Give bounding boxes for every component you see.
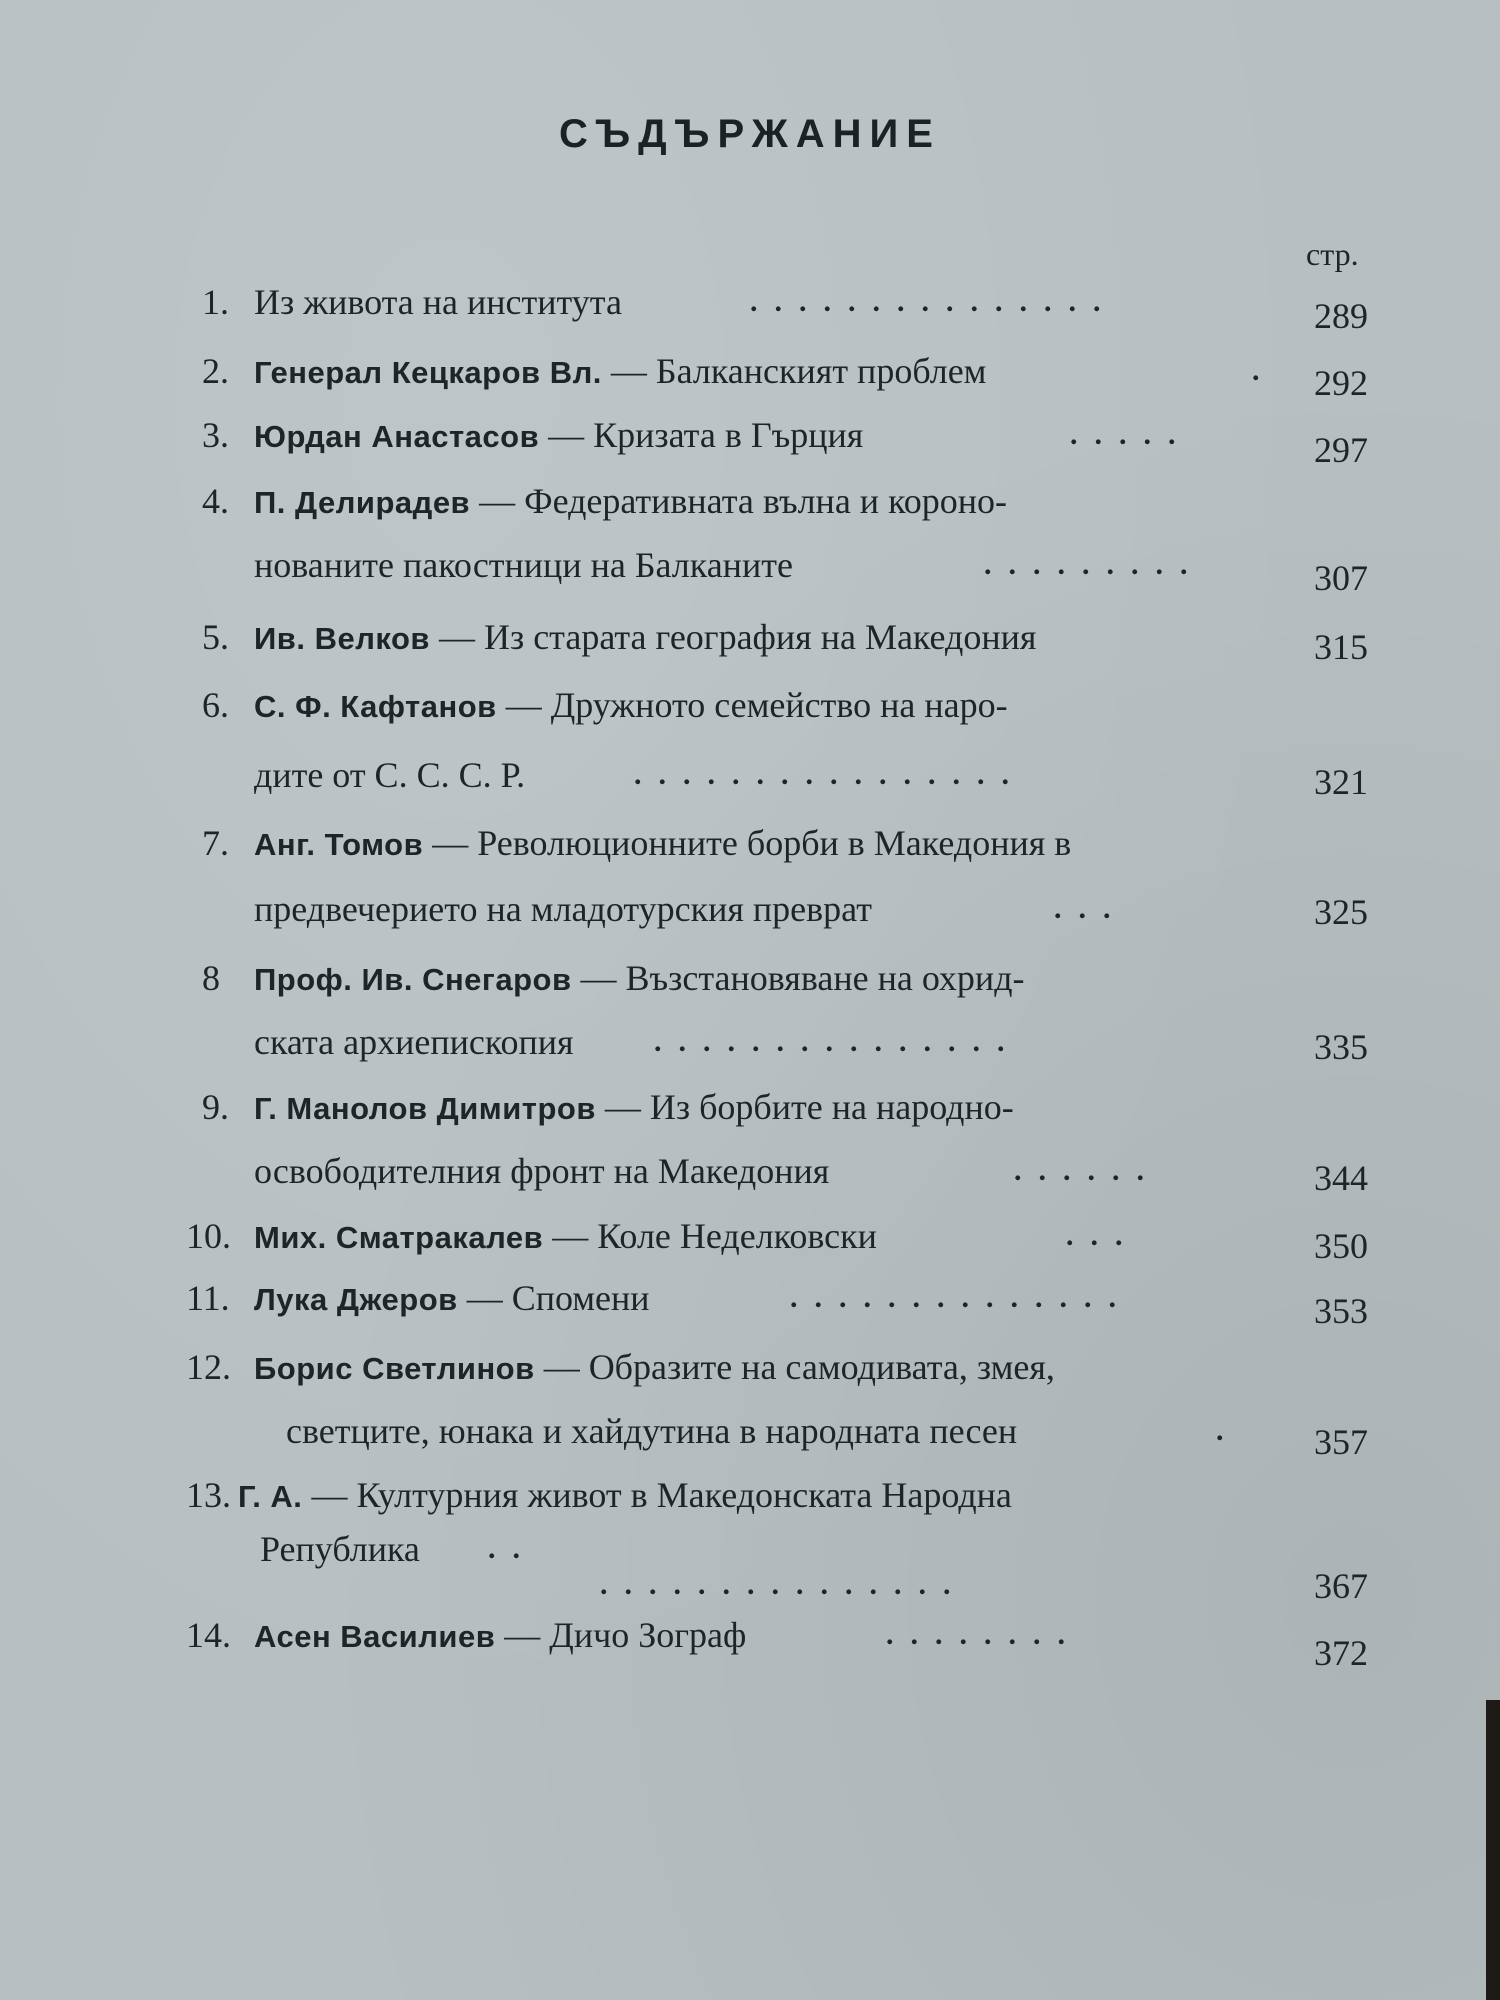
entry-title: Из старата география на Македония (483, 617, 1037, 657)
entry-line (254, 1610, 746, 1662)
entry-title: Из живота на института (254, 282, 622, 322)
entry-line (254, 1273, 650, 1325)
entry-title-cont: освободителния фронт на Македония (254, 1151, 830, 1191)
leader-dots: ............... (654, 1025, 1022, 1058)
entry-page-3: 297 (1314, 430, 1368, 470)
entry-title-cont: Република (260, 1529, 420, 1569)
entry-page-2: 292 (1314, 363, 1368, 403)
entry-line (254, 1211, 877, 1263)
entry-title: Дружното семейство на наро- (550, 685, 1008, 725)
entry-title: Културния живот в Македонската Народна (356, 1475, 1012, 1515)
entry-dash: — (302, 1475, 357, 1515)
entry-number: 2. (202, 351, 229, 391)
entry-number: 6. (202, 685, 229, 725)
book-spine-edge (1486, 1700, 1500, 2000)
entry-author: Мих. Сматракалев (254, 1220, 544, 1255)
entry-title: Дичо Зограф (549, 1615, 747, 1655)
entry-dash: — (495, 1615, 550, 1655)
entry-page-1: 289 (1314, 296, 1368, 336)
page-column-label: стр. (1306, 236, 1359, 272)
leader-dots: ... (1066, 1219, 1140, 1252)
entry-line (254, 1342, 1055, 1394)
entry-page-14: 372 (1314, 1633, 1368, 1673)
leader-dots: ... (1054, 892, 1128, 925)
entry-title: Из борбите на народно- (649, 1087, 1014, 1127)
entry-author: Г. А. (238, 1479, 303, 1514)
entry-number: 3. (202, 415, 229, 455)
entry-dash: — (429, 617, 484, 657)
entry-dash: — (534, 1347, 589, 1387)
leader-dots: ................ (634, 758, 1026, 791)
leader-dots: . (1252, 354, 1277, 387)
entry-number: 4. (202, 481, 229, 521)
leader-dots: ..... (1070, 418, 1193, 451)
toc-entry-8-cont (254, 1017, 1022, 1067)
leader-dots: ...... (1014, 1154, 1161, 1187)
entry-dash: — (457, 1278, 512, 1318)
entry-title-cont: предвечерието на младотурския преврат (254, 889, 872, 929)
entry-number: 1. (202, 282, 229, 322)
entry-author: Юрдан Анастасов (254, 419, 540, 454)
entry-author: Ив. Велков (254, 621, 430, 656)
entry-page-6: 321 (1314, 762, 1368, 802)
entry-author: Генерал Кецкаров Вл. (254, 355, 602, 390)
entry-author: Борис Светлинов (254, 1351, 535, 1386)
entry-number: 8 (202, 958, 220, 998)
entry-dash: — (543, 1216, 598, 1256)
toc-entry-13-cont (260, 1524, 968, 1601)
entry-title-cont: дите от С. С. С. Р. (254, 755, 526, 795)
entry-line (254, 476, 1007, 528)
entry-title-cont: нованите пакостници на Балканите (254, 545, 793, 585)
entry-title: Балканският проблем (655, 351, 987, 391)
entry-line (238, 1470, 1012, 1522)
entry-line (254, 680, 1008, 732)
entry-line (254, 410, 863, 462)
entry-author: С. Ф. Кафтанов (254, 689, 497, 724)
entry-title: Кризата в Гърция (593, 415, 864, 455)
entry-number: 14. (186, 1615, 231, 1655)
toc-entry-12-cont (286, 1406, 1241, 1456)
leader-dots: . (1216, 1414, 1241, 1447)
toc-entry-9-cont (254, 1146, 1161, 1196)
entry-title: Революционните борби в Македония в (477, 823, 1072, 863)
entry-dash: — (496, 685, 551, 725)
entry-line (254, 1082, 1014, 1134)
entry-author: Г. Манолов Димитров (254, 1091, 596, 1126)
entry-page-11: 353 (1314, 1291, 1368, 1331)
entry-dash: — (423, 823, 478, 863)
leader-dots: ............... (600, 1568, 968, 1601)
entry-number: 11. (186, 1278, 230, 1318)
entry-dash: — (595, 1087, 650, 1127)
entry-number: 12. (186, 1347, 231, 1387)
entry-author: П. Делирадев (254, 485, 471, 520)
entry-line (254, 346, 986, 398)
entry-number: 9. (202, 1087, 229, 1127)
entry-author: Анг. Томов (254, 827, 424, 862)
entry-page-8: 335 (1314, 1027, 1368, 1067)
entry-page-9: 344 (1314, 1158, 1368, 1198)
entry-title-cont: светците, юнака и хайдутина в народната песен (286, 1411, 1018, 1451)
leader-dots: ......... (984, 548, 1205, 581)
entry-number: 7. (202, 823, 229, 863)
toc-entry-7-cont (254, 884, 1128, 934)
entry-page-4: 307 (1314, 558, 1368, 598)
entry-page-5: 315 (1314, 627, 1368, 667)
entry-page-12: 357 (1314, 1422, 1368, 1462)
entry-title: Спомени (511, 1278, 650, 1318)
toc-entry-6-cont (254, 750, 1026, 800)
entry-page-10: 350 (1314, 1226, 1368, 1266)
entry-page-7: 325 (1314, 892, 1368, 932)
entry-title: Федеративната вълна и короно- (524, 481, 1007, 521)
leader-dots: .. (488, 1532, 537, 1565)
entry-page-13: 367 (1314, 1566, 1368, 1606)
entry-title: Коле Неделковски (597, 1216, 877, 1256)
entry-line (254, 612, 1036, 664)
entry-title: Образите на самодивата, змея, (588, 1347, 1055, 1387)
entry-title: Възстановяване на охрид- (625, 958, 1025, 998)
toc-entry-4-cont (254, 540, 1205, 590)
leader-dots: ............... (750, 285, 1118, 318)
leader-dots: .............. (790, 1281, 1133, 1314)
entry-author: Проф. Ив. Снегаров (254, 962, 572, 997)
page-title: СЪДЪРЖАНИЕ (559, 112, 941, 156)
entry-dash: — (470, 481, 525, 521)
leader-dots: ........ (886, 1618, 1082, 1651)
entry-line (254, 953, 1025, 1005)
entry-dash: — (539, 415, 594, 455)
entry-number: 13. (186, 1475, 231, 1515)
entry-dash: — (601, 351, 656, 391)
entry-author: Асен Василиев (254, 1619, 496, 1654)
entry-dash: — (571, 958, 626, 998)
entry-title-cont: ската архиепископия (254, 1022, 574, 1062)
entry-author: Лука Джеров (254, 1282, 458, 1317)
entry-number: 10. (186, 1216, 231, 1256)
entry-line (254, 818, 1071, 870)
entry-number: 5. (202, 617, 229, 657)
